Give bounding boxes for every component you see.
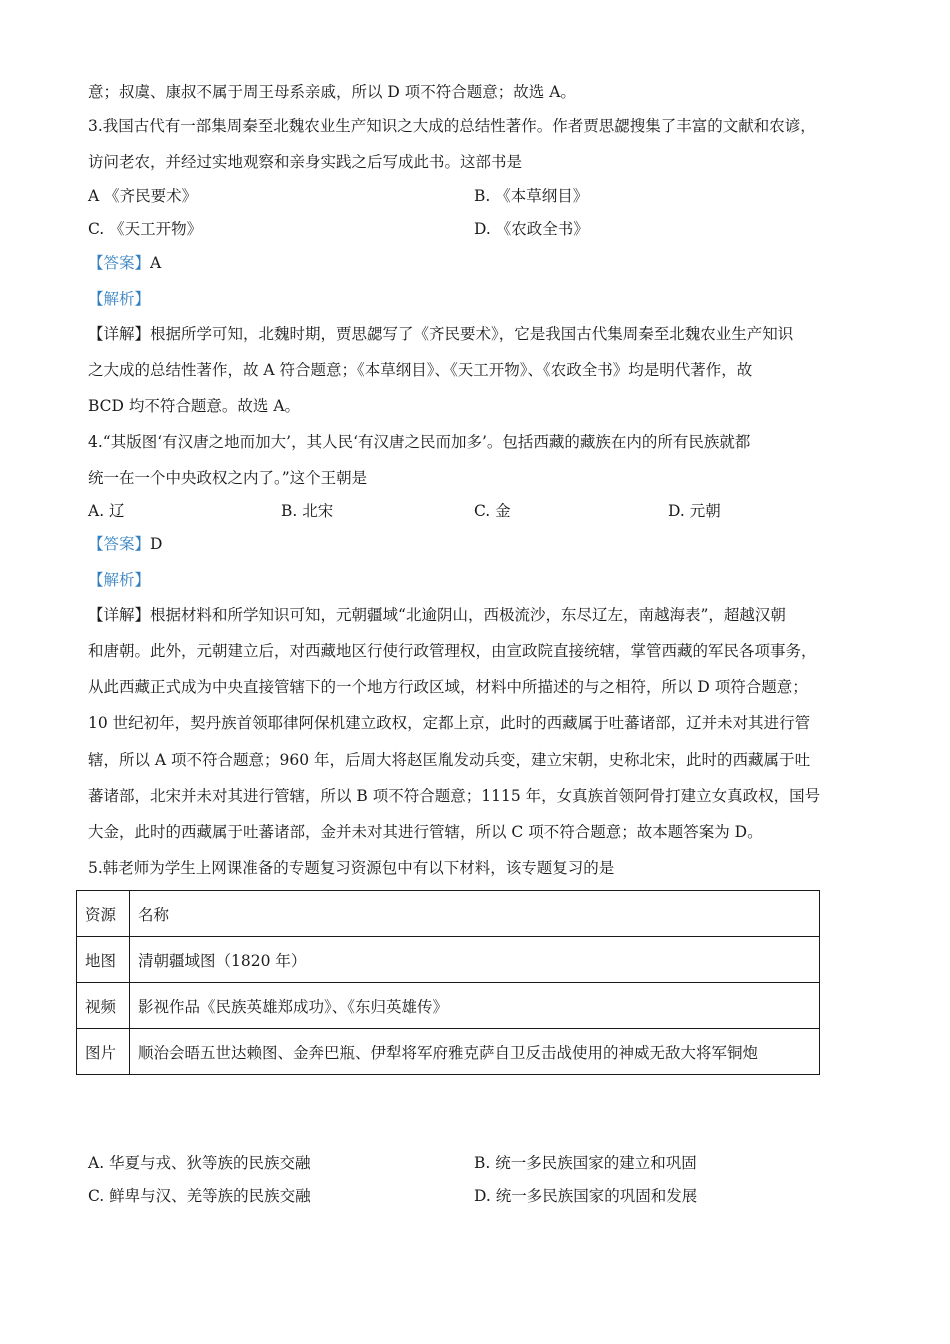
q4-answer xyxy=(88,532,162,554)
table-cell: 地图 xyxy=(77,937,130,983)
q3-detail-line-1: 【详解】根据所学可知，北魏时期，贾思勰写了《齐民要术》，它是我国古代集周秦至北魏农业生产知识 xyxy=(88,325,794,343)
q4-stem-line-2: 统一在一个中央政权之内了。”这个王朝是 xyxy=(88,469,368,487)
table-cell: 视频 xyxy=(77,983,130,1029)
table-row xyxy=(77,983,820,1029)
table-row xyxy=(77,1029,820,1075)
q5-option-d: D. 统一多民族国家的巩固和发展 xyxy=(474,1187,698,1205)
table-header-cell: 名称 xyxy=(130,891,820,937)
q3-option-c: C. 《天工开物》 xyxy=(88,220,203,238)
q4-stem-line-1: 4.“其版图‘有汉唐之地而加大’，其人民‘有汉唐之民而加多’。包括西藏的藏族在内的所有民族就都 xyxy=(88,433,751,451)
table-cell: 顺治会晤五世达赖图、金奔巴瓶、伊犁将军府雅克萨自卫反击战使用的神威无敌大将军铜炮 xyxy=(130,1029,820,1075)
q4-answer-tag: 【答案】 xyxy=(88,535,151,553)
table-cell: 影视作品《民族英雄郑成功》、《东归英雄传》 xyxy=(130,983,820,1029)
q3-option-a: A 《齐民要术》 xyxy=(88,187,198,205)
q3-stem-line-1: 3.我国古代有一部集周秦至北魏农业生产知识之大成的总结性著作。作者贾思勰搜集了丰富的文献和农谚， xyxy=(88,117,816,135)
q4-option-c: C. 金 xyxy=(474,502,511,520)
q5-stem: 5.韩老师为学生上网课准备的专题复习资源包中有以下材料，该专题复习的是 xyxy=(88,859,615,877)
q4-detail-line-6: 蕃诸部，北宋并未对其进行管辖，所以 B 项不符合题意；1115 年，女真族首领阿骨打建立女真政权，国号 xyxy=(88,787,821,805)
q3-analysis-tag: 【解析】 xyxy=(88,290,151,308)
q3-detail-tag: 【详解】 xyxy=(88,325,151,343)
q4-option-a: A. 辽 xyxy=(88,502,125,520)
q4-detail-line-1: 【详解】根据材料和所学知识可知，元朝疆域“北逾阴山，西极流沙，东尽辽左，南越海表”，超越汉朝 xyxy=(88,606,786,624)
table-cell: 图片 xyxy=(77,1029,130,1075)
q3-option-b: B. 《本草纲目》 xyxy=(474,187,589,205)
table-cell: 清朝疆域图（1820 年） xyxy=(130,937,820,983)
q3-answer xyxy=(88,251,161,273)
q5-option-c: C. 鲜卑与汉、羌等族的民族交融 xyxy=(88,1187,311,1205)
q3-detail-line-2: 之大成的总结性著作，故 A 符合题意；《本草纲目》、《天工开物》、《农政全书》均是明代著作，故 xyxy=(88,361,753,379)
q3-detail-line-3: BCD 均不符合题意。故选 A。 xyxy=(88,397,301,415)
q5-option-b: B. 统一多民族国家的建立和巩固 xyxy=(474,1154,697,1172)
q2-explanation-tail: 意；叔虞、康叔不属于周王母系亲戚，所以 D 项不符合题意；故选 A。 xyxy=(88,83,576,101)
q4-detail-line-7: 大金，此时的西藏属于吐蕃诸部，金并未对其进行管辖，所以 C 项不符合题意；故本题答案为 D。 xyxy=(88,823,763,841)
table-row xyxy=(77,937,820,983)
q4-detail-line-2: 和唐朝。此外，元朝建立后，对西藏地区行使行政管理权，由宣政院直接统辖，掌管西藏的军民各项事务， xyxy=(88,642,817,660)
q4-detail-line-4: 10 世纪初年，契丹族首领耶律阿保机建立政权，定都上京，此时的西藏属于吐蕃诸部，辽并未对其进行管 xyxy=(88,714,811,732)
q5-option-a: A. 华夏与戎、狄等族的民族交融 xyxy=(88,1154,311,1172)
q4-option-d: D. 元朝 xyxy=(668,502,721,520)
q4-detail-tag: 【详解】 xyxy=(88,606,151,624)
q3-answer-value: A xyxy=(150,254,162,272)
q3-option-d: D. 《农政全书》 xyxy=(474,220,589,238)
q4-answer-value: D xyxy=(150,535,163,553)
q3-stem-line-2: 访问老农，并经过实地观察和亲身实践之后写成此书。这部书是 xyxy=(88,153,523,171)
q4-analysis-tag: 【解析】 xyxy=(88,571,151,589)
q5-resource-table xyxy=(76,890,820,1075)
table-header-row xyxy=(77,891,820,937)
q4-option-b: B. 北宋 xyxy=(281,502,334,520)
q4-detail-line-3: 从此西藏正式成为中央直接管辖下的一个地方行政区域，材料中所描述的与之相符，所以 D 项符合题意； xyxy=(88,678,808,696)
q3-answer-tag: 【答案】 xyxy=(88,254,151,272)
q4-detail-line-5: 辖，所以 A 项不符合题意；960 年，后周大将赵匡胤发动兵变，建立宋朝，史称北宋，此时的西藏属于吐 xyxy=(88,751,811,769)
table-header-cell: 资源 xyxy=(77,891,130,937)
